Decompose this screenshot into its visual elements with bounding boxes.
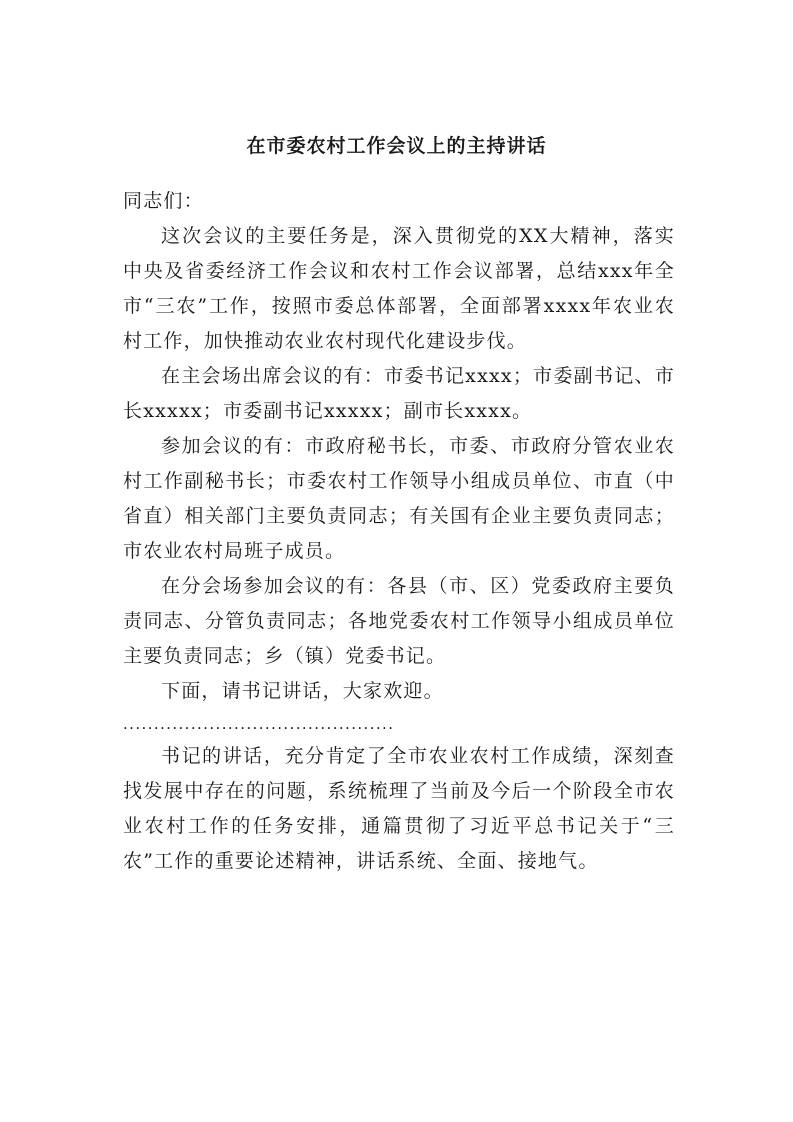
document-body xyxy=(123,184,675,879)
paragraph-attendees: 参加会议的有：市政府秘书长，市委、市政府分管农业农村工作副秘书长；市委农村工作领导小组成员单位、市直（中省直）相关部门主要负责同志；有关国有企业主要负责同志；市农业农村局班子成员。 xyxy=(123,435,675,562)
paragraph-main-venue: 在主会场出席会议的有：市委书记xxxx；市委副书记、市长xxxxx；市委副书记xxxxx；副市长xxxx。 xyxy=(123,365,675,422)
paragraph-task: 这次会议的主要任务是，深入贯彻党的XX大精神，落实中央及省委经济工作会议和农村工作会议部署，总结xxx年全市“三农”工作，按照市委总体部署，全面部署xxxx年农业农村工作，加快推动农业农村现代化建设步伐。 xyxy=(123,225,675,352)
paragraph-invite-speech: 下面，请书记讲话，大家欢迎。 xyxy=(161,680,444,702)
salutation: 同志们： xyxy=(123,190,204,212)
separator-dots: ............................................ xyxy=(123,715,395,733)
document-title: 在市委农村工作会议上的主持讲话 xyxy=(246,135,547,157)
paragraph-branch-venue: 在分会场参加会议的有：各县（市、区）党委政府主要负责同志、分管负责同志；各地党委农村工作领导小组成员单位主要负责同志；乡（镇）党委书记。 xyxy=(123,575,675,667)
paragraph-closing: 书记的讲话，充分肯定了全市农业农村工作成绩，深刻查找发展中存在的问题，系统梳理了当前及今后一个阶段全市农业农村工作的任务安排，通篇贯彻了习近平总书记关于“三农”工作的重要论述精神，讲话系统、全面、接地气。 xyxy=(123,745,675,872)
